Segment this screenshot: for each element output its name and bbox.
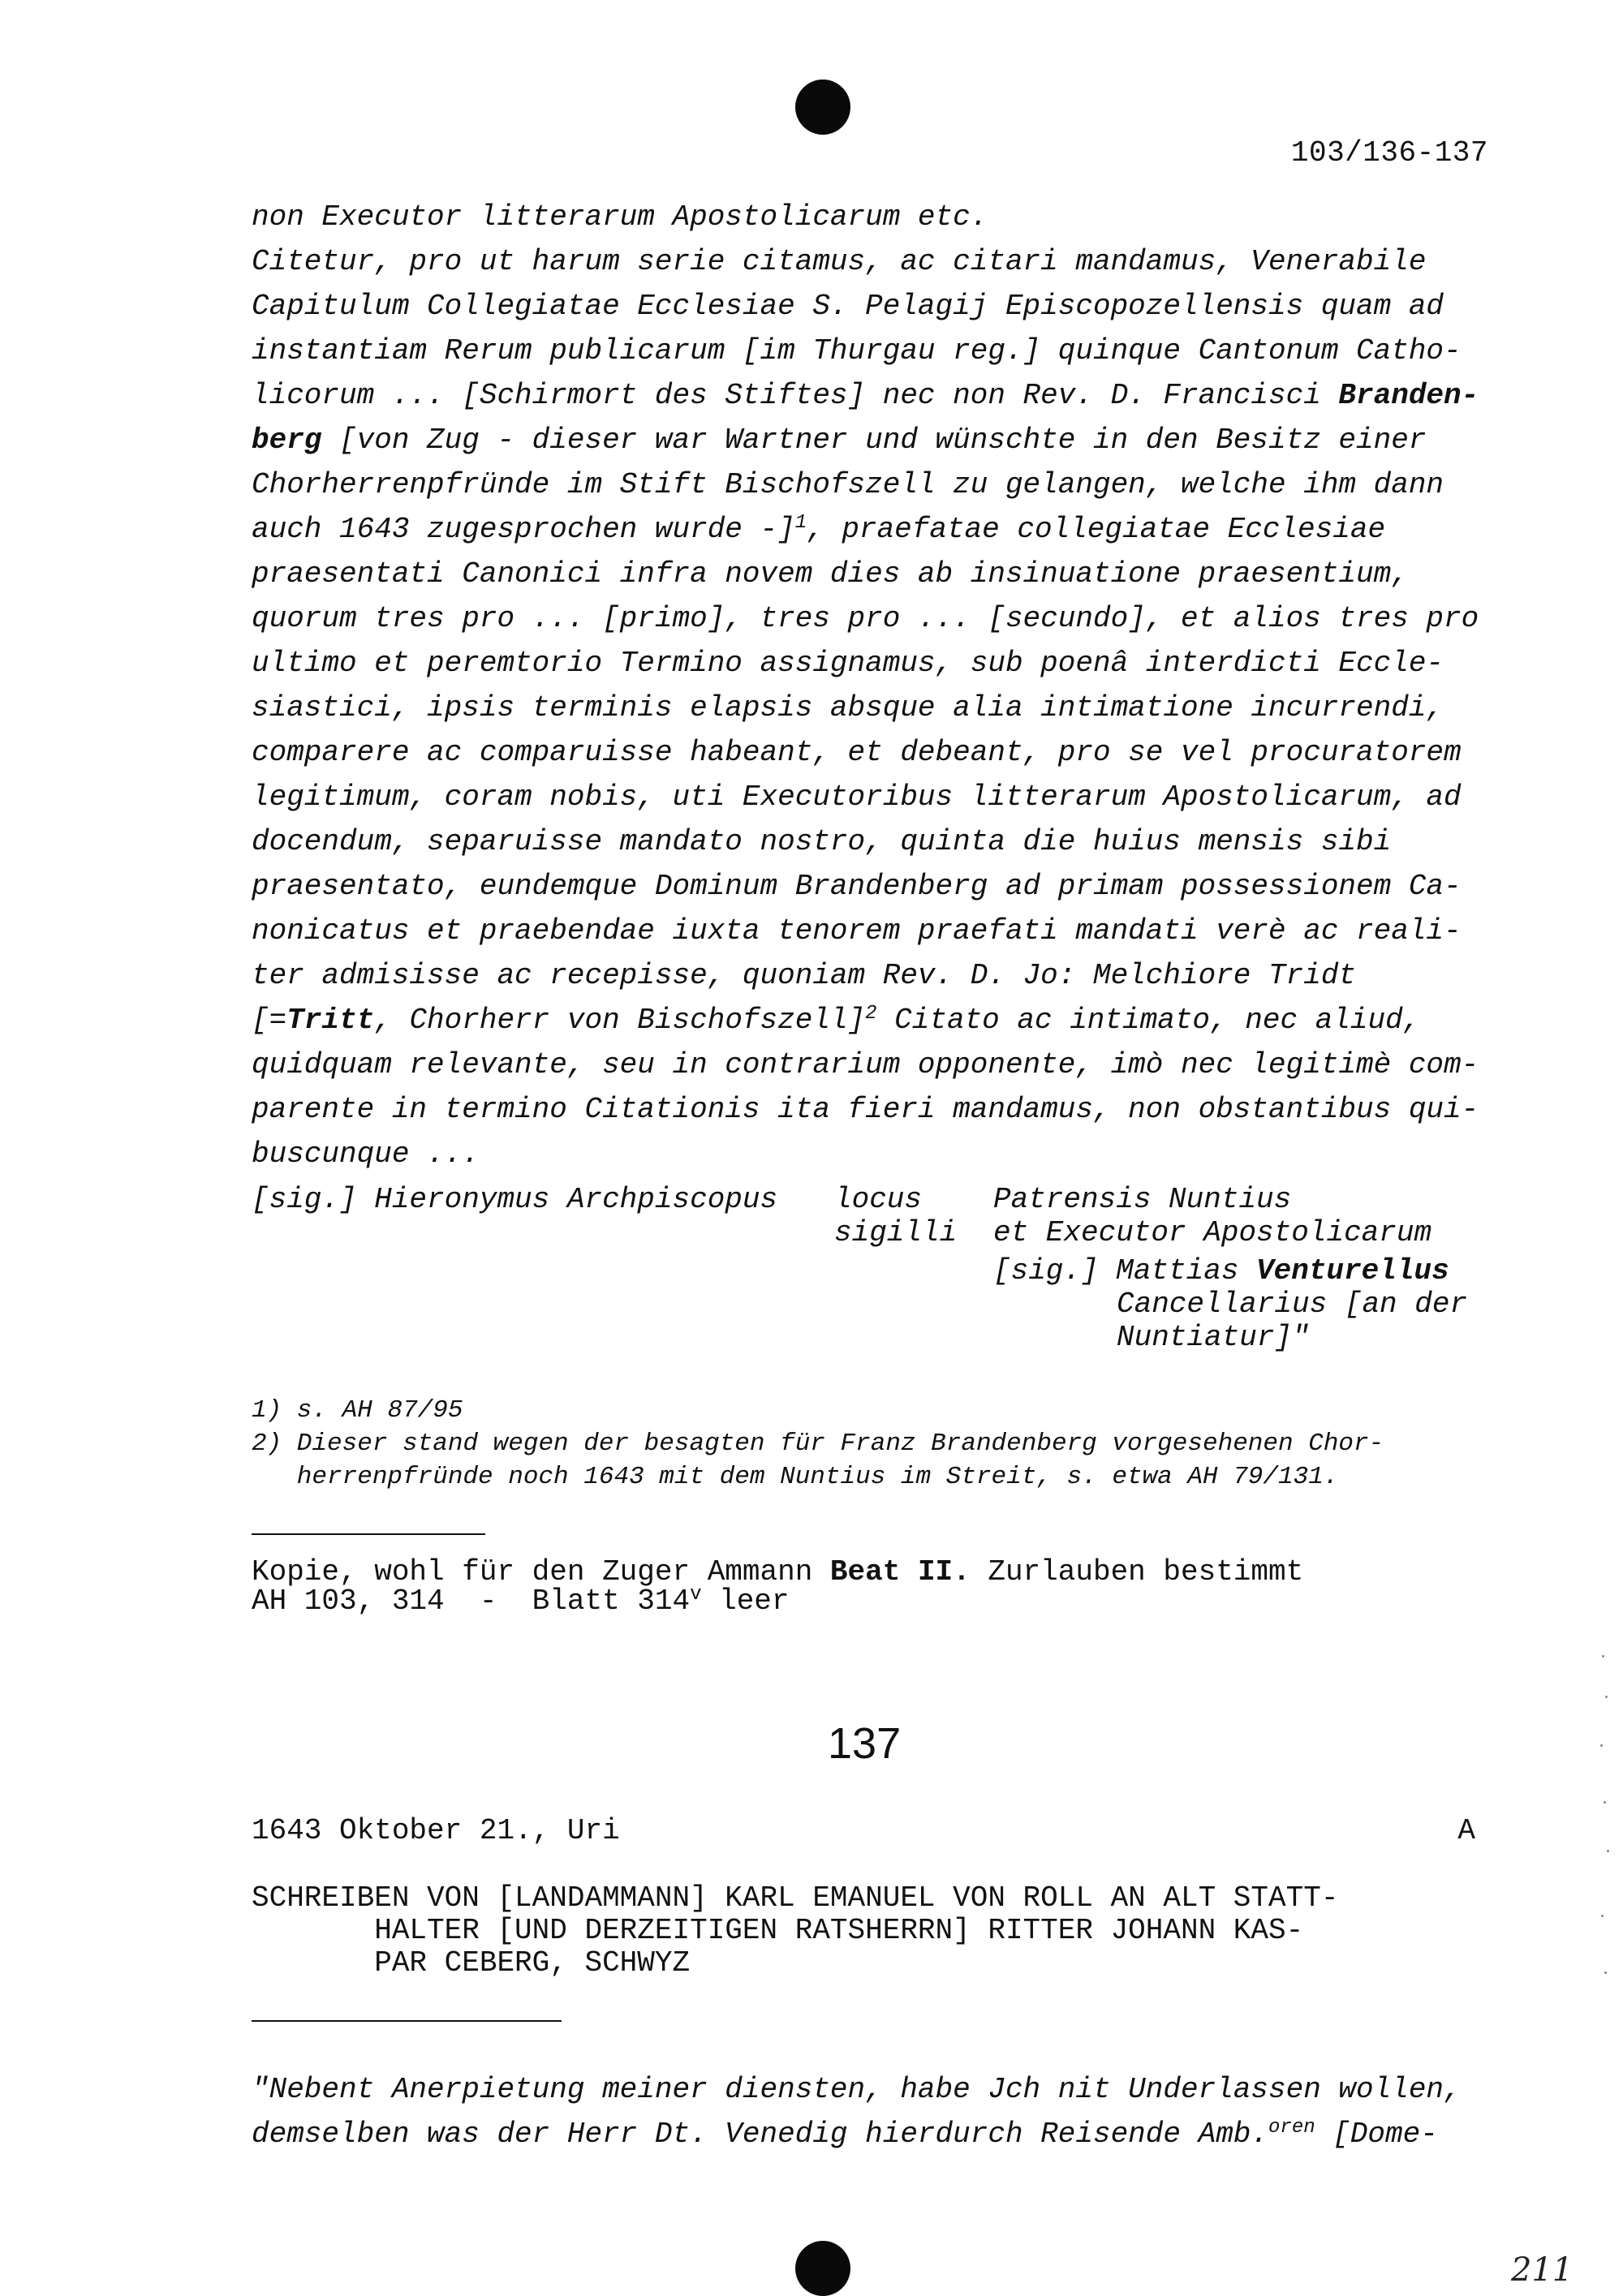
text-segment: , praefatae collegiatae Ecclesiae [807,513,1386,546]
text-segment: leer [701,1584,790,1618]
text-segment: licorum ... [Schirmort des Stiftes] nec non Rev. D. Francisci [252,379,1339,412]
signature-archbishop: [sig.] Hieronymus Archpiscopus [252,1183,778,1216]
text-segment: [= [252,1004,287,1037]
seal-label: sigilli [834,1216,958,1249]
signature-row [252,1216,1467,1249]
footnotes [252,1394,1384,1494]
text-segment: Kopie, wohl für den Zuger Ammann [252,1555,830,1589]
divider [252,1533,485,1535]
text-line: docendum, separuisse mandato nostro, quinta die huius mensis sibi [252,825,1392,858]
punch-hole-top [795,80,850,135]
footnote: 2) Dieser stand wegen der besagten für Franz Brandenberg vorgesehenen Chor- [252,1430,1384,1458]
signature-title: et Executor Apostolicarum [993,1216,1432,1249]
signature-row [252,1288,1467,1321]
text-line: siastici, ipsis terminis elapsis absque alia intimatione incurrendi, [252,691,1444,724]
letter-quote [252,2067,1493,2156]
text-line: instantiam Rerum publicarum [im Thurgau reg.] quinque Cantonum Catho- [252,334,1462,368]
signature-row [252,1321,1467,1354]
superscript: oren [1268,2117,1315,2139]
signature-title: Nuntiatur]" [1117,1321,1310,1354]
handwritten-page-number: 211 [1511,2251,1573,2289]
source-line [252,1555,1304,1589]
name-bold: Branden- [1338,379,1479,412]
text-line: comparere ac comparuisse habeant, et debeant, pro se vel procuratorem [252,736,1462,769]
text-segment: [von Zug - dieser war Wartner und wünschte in den Besitz einer [321,424,1427,457]
title-line: SCHREIBEN VON [LANDAMMANN] KARL EMANUEL VON ROLL AN ALT STATT- [252,1881,1339,1915]
scan-specks [1597,1647,1613,1988]
title-line: HALTER [UND DERZEITIGEN RATSHERRN] RITTER JOHANN KAS- [252,1914,1304,1947]
text-line: Chorherrenpfründe im Stift Bischofszell zu gelangen, welche ihm dann [252,468,1444,501]
text-line [252,373,1493,418]
footnote: 1) s. AH 87/95 [252,1396,463,1425]
document-date: 1643 Oktober 21., Uri [252,1814,620,1847]
text-line [252,2112,1493,2156]
text-line: nonicatus et praebendae iuxta tenorem praefati mandati verè ac reali- [252,914,1462,948]
text-line: non Executor litterarum Apostolicarum etc. [252,200,988,234]
text-segment: auch 1643 zugesprochen wurde -] [252,513,795,546]
punch-hole-bottom [795,2241,850,2296]
document-number: 137 [828,1719,902,1768]
text-line: parente in termino Citationis ita fieri mandamus, non obstantibus qui- [252,1093,1479,1126]
name-bold: Tritt [286,1004,375,1037]
source-note [252,1555,1304,1618]
divider [252,2020,562,2022]
text-line: Citetur, pro ut harum serie citamus, ac citari mandamus, Venerabile [252,245,1427,278]
text-line [252,998,1493,1043]
text-segment: , Chorherr von Bischofszell] [374,1004,866,1037]
text-line: ter admisisse ac recepisse, quoniam Rev. D. Jo: Melchiore Tridt [252,959,1357,992]
name-bold: Venturellus [1256,1254,1449,1288]
footnote-ref: 2 [865,1003,877,1025]
text-line: quorum tres pro ... [primo], tres pro ... [secundo], et alios tres pro [252,602,1479,635]
footnote-ref: 1 [794,512,807,534]
text-line: ultimo et peremtorio Termino assignamus, sub poenâ interdicti Eccle- [252,647,1444,680]
text-segment: [Dome- [1315,2118,1438,2151]
signature-row [252,1183,1467,1216]
text-segment: AH 103, 314 - Blatt 314 [252,1584,691,1618]
title-line: PAR CEBERG, SCHWYZ [252,1946,691,1980]
name-bold: berg [252,424,322,457]
text-line [252,418,1493,462]
signature-chancellor: [sig.] Mattias [993,1254,1257,1288]
signature-block [252,1183,1467,1354]
folio-verso: v [690,1584,702,1606]
text-segment: Zurlauben bestimmt [970,1555,1304,1589]
document-letter: A [1457,1814,1475,1847]
text-line: praesentato, eundemque Dominum Brandenberg ad primam possessionem Ca- [252,870,1462,903]
text-line [252,507,1493,552]
text-line: legitimum, coram nobis, uti Executoribus litterarum Apostolicarum, ad [252,780,1462,814]
text-segment: demselben was der Herr Dt. Venedig hierdurch Reisende Amb. [252,2118,1269,2151]
footnote: herrenpfründe noch 1643 mit dem Nuntius im Streit, s. etwa AH 79/131. [252,1463,1339,1491]
text-line: praesentati Canonici infra novem dies ab insinuatione praesentium, [252,557,1409,591]
text-segment: Citato ac intimato, nec aliud, [876,1004,1421,1037]
signature-title: Patrensis Nuntius [993,1183,1292,1216]
seal-label: locus [834,1183,923,1216]
text-line: quidquam relevante, seu in contrarium opponente, imò nec legitimè com- [252,1048,1479,1081]
name-bold: Beat II. [829,1555,971,1589]
signature-row [252,1254,1467,1288]
page-reference: 103/136-137 [1290,136,1488,170]
text-line: buscunque ... [252,1137,480,1171]
text-line: Capitulum Collegiatae Ecclesiae S. Pelagij Episcopozellensis quam ad [252,290,1444,323]
document-title [252,1882,1338,1980]
document-body [252,195,1493,1176]
text-line: "Nebent Anerpietung meiner diensten, habe Jch nit Underlassen wollen, [252,2073,1462,2106]
signature-title: Cancellarius [an der [1117,1288,1468,1321]
source-line [252,1584,1303,1618]
